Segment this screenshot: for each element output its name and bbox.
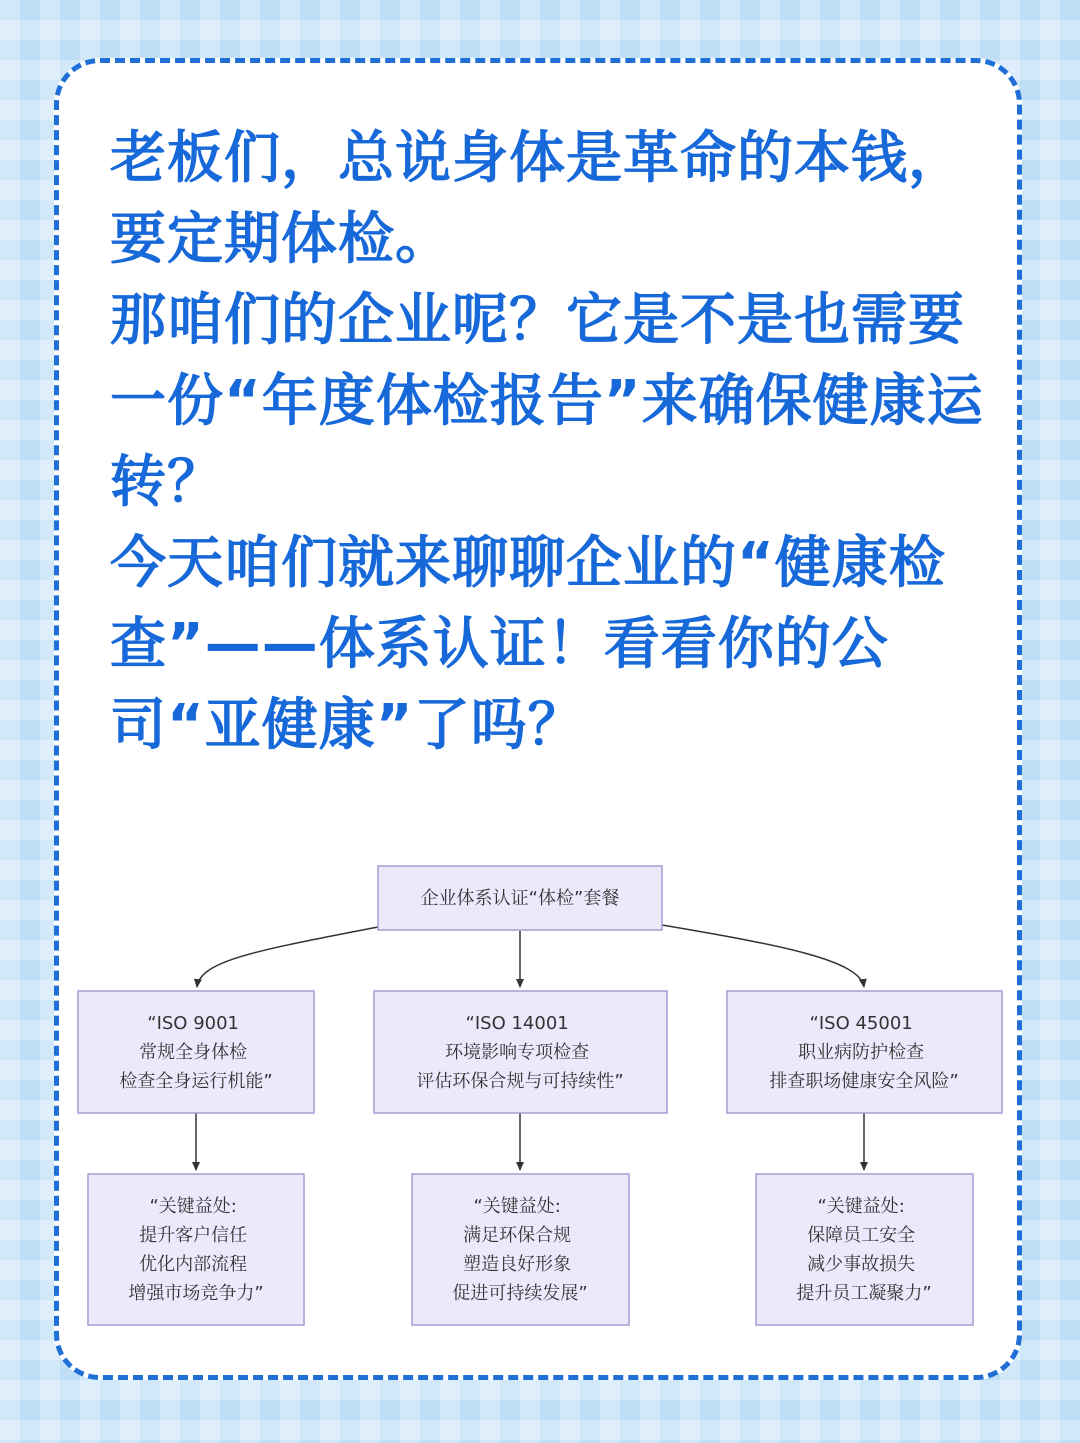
root-node-label: 企业体系认证“体检”套餐 bbox=[420, 888, 620, 909]
iso45001-label: “ISO 45001 职业病防护检查 排查职场健康安全风险” bbox=[769, 1013, 959, 1092]
intro-paragraph-2: 那咱们的企业呢？它是不是也需要一份“年度体检报告”来确保健康运转？ bbox=[110, 288, 984, 515]
iso14001-benefits-label: “关键益处: 满足环保合规 塑造良好形象 促进可持续发展” bbox=[452, 1196, 588, 1304]
iso45001-node bbox=[727, 991, 1002, 1113]
iso9001-node bbox=[78, 991, 314, 1113]
iso14001-benefits-node bbox=[412, 1174, 629, 1325]
intro-paragraph-3: 今天咱们就来聊聊企业的“健康检查”——体系认证！看看你的公司“亚健康”了吗？ bbox=[110, 531, 946, 758]
root-node bbox=[378, 866, 662, 930]
edge-root-to-iso9001 bbox=[197, 927, 378, 987]
iso45001-benefits-label: “关键益处: 保障员工安全 减少事故损失 提升员工凝聚力” bbox=[796, 1196, 932, 1304]
iso45001-benefits-node bbox=[756, 1174, 973, 1325]
edge-root-to-iso45001 bbox=[662, 925, 864, 987]
intro-paragraph-1: 老板们，总说身体是革命的本钱，要定期体检。 bbox=[110, 126, 965, 272]
iso14001-label: “ISO 14001 环境影响专项检查 评估环保合规与可持续性” bbox=[416, 1013, 624, 1092]
iso14001-node bbox=[374, 991, 667, 1113]
iso9001-benefits-node bbox=[88, 1174, 304, 1325]
iso9001-label: “ISO 9001 常规全身体检 检查全身运行机能” bbox=[119, 1013, 273, 1092]
iso9001-benefits-label: “关键益处: 提升客户信任 优化内部流程 增强市场竞争力” bbox=[128, 1196, 264, 1304]
